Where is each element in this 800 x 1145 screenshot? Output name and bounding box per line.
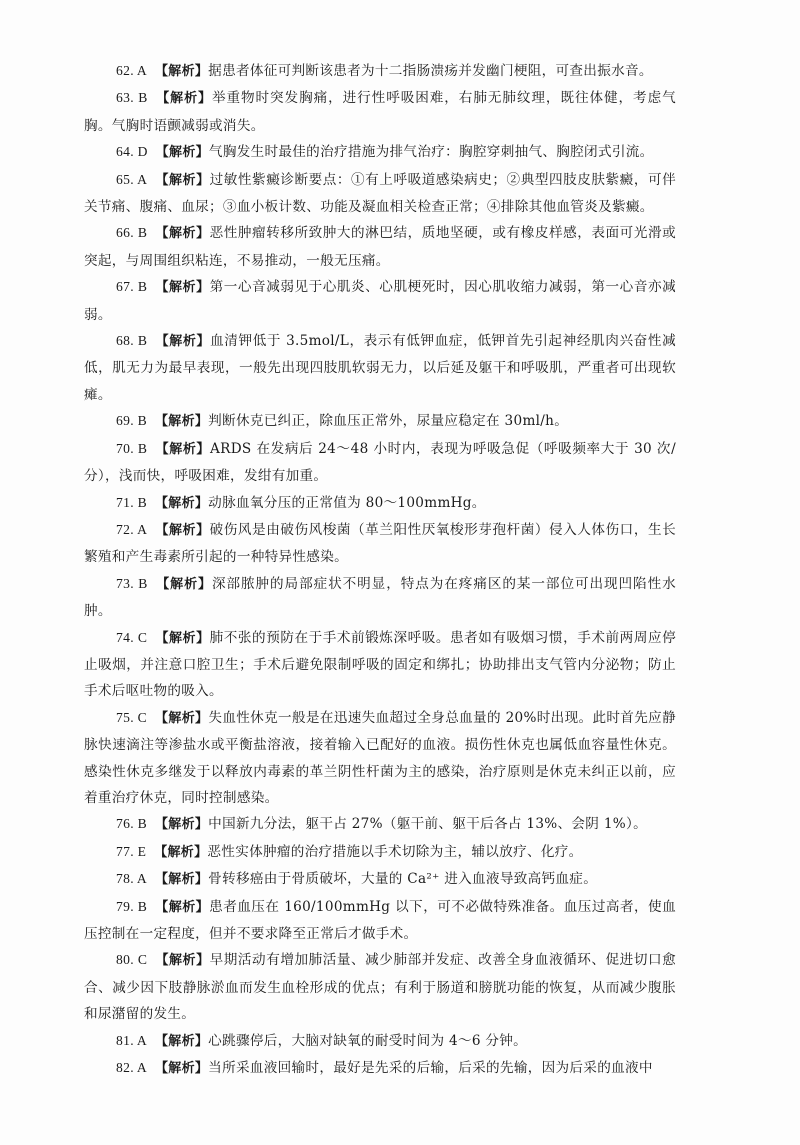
- analysis-tag: 【解析】: [155, 145, 209, 161]
- answer-number: 81. A: [116, 1032, 147, 1048]
- analysis-tag: 【解析】: [155, 630, 210, 646]
- answer-item: [84, 220, 676, 274]
- answer-text: 破伤风是由破伤风梭菌（革兰阳性厌氧梭形芽孢杆菌）侵入人体伤口，生长繁殖和产生毒素所引起的一种特异性感染。: [84, 521, 676, 566]
- answer-number: 69. B: [116, 413, 147, 429]
- answer-item: [84, 490, 676, 517]
- answer-item: [84, 139, 676, 166]
- answer-text: 动脉血氧分压的正常值为 80～100mmHg。: [208, 494, 486, 511]
- answer-text: 血清钾低于 3.5mol/L，表示有低钾血症，低钾首先引起神经肌肉兴奋性减低，肌无力为最早表现，一般先出现四肢肌软弱无力，以后延及躯干和呼吸肌，严重者可出现软瘫。: [84, 333, 676, 403]
- answer-text: 气胸发生时最佳的治疗措施为排气治疗：胸腔穿刺抽气、胸腔闭式引流。: [208, 144, 654, 161]
- answer-item: [84, 274, 676, 328]
- analysis-tag: 【解析】: [155, 334, 211, 350]
- answer-item: [84, 1055, 676, 1082]
- answer-item: [84, 571, 676, 625]
- analysis-tag: 【解析】: [155, 280, 210, 296]
- analysis-tag: 【解析】: [154, 1061, 209, 1077]
- answer-item: [84, 1028, 676, 1055]
- answer-text: 第一心音减弱见于心肌炎、心肌梗死时，因心肌收缩力减弱，第一心音亦减弱。: [84, 279, 676, 323]
- answer-item: [84, 947, 676, 1027]
- answer-number: 68. B: [116, 333, 148, 349]
- answer-item: [84, 839, 676, 866]
- analysis-tag: 【解析】: [155, 441, 211, 457]
- answer-item: [84, 517, 676, 571]
- answer-text: 深部脓肿的局部症状不明显，特点为在疼痛区的某一部位可出现凹陷性水肿。: [84, 575, 676, 620]
- answer-item: [84, 408, 676, 435]
- analysis-tag: 【解析】: [154, 495, 209, 511]
- answer-text: 中国新九分法，躯干占 27%（躯干前、躯干后各占 13%、会阴 1%）。: [208, 816, 647, 833]
- answer-number: 76. B: [116, 816, 147, 832]
- answer-item: [84, 328, 676, 408]
- answer-number: 73. B: [116, 575, 148, 591]
- analysis-tag: 【解析】: [154, 817, 209, 833]
- answer-text: 据患者体征可判断该患者为十二指肠溃疡并发幽门梗阻，可查出振水音。: [208, 63, 653, 79]
- answer-text: 恶性肿瘤转移所致肿大的淋巴结，质地坚硬，或有橡皮样感，表面可光滑或突起，与周围组织粘连，不易推动，一般无压痛。: [84, 225, 676, 269]
- answer-item: [84, 866, 676, 893]
- answer-number: 74. C: [116, 629, 148, 645]
- answer-number: 70. B: [116, 440, 148, 456]
- answer-item: [84, 625, 676, 705]
- analysis-tag: 【解析】: [155, 226, 210, 242]
- answer-text: 判断休克已纠正，除血压正常外，尿量应稳定在 30ml/h。: [208, 413, 569, 430]
- answer-explanations: [84, 58, 676, 1082]
- analysis-tag: 【解析】: [154, 414, 209, 430]
- answer-text: 恶性实体肿瘤的治疗措施以手术切除为主，辅以放疗、化疗。: [207, 843, 583, 860]
- answer-item: [84, 811, 676, 838]
- answer-number: 71. B: [116, 494, 147, 510]
- answer-item: [84, 705, 676, 812]
- answer-number: 62. A: [116, 63, 147, 78]
- answer-text: 过敏性紫癜诊断要点：①有上呼吸道感染病史；②典型四肢皮肤紫癜，可伴关节痛、腹痛、血尿；③血小板计数、功能及凝血相关检查正常；④排除其他血管炎及紫癜。: [84, 171, 676, 216]
- answer-text: 骨转移癌由于骨质破坏，大量的 Ca²⁺ 进入血液导致高钙血症。: [208, 871, 598, 888]
- answer-text: 早期活动有增加肺活量、减少肺部并发症、改善全身血液循环、促进切口愈合、减少因下肢静脉淤血而发生血栓形成的优点；有利于肠道和膀胱功能的恢复，从而减少腹胀和尿潴留的发生。: [84, 952, 676, 1023]
- analysis-tag: 【解析】: [154, 872, 209, 888]
- analysis-tag: 【解析】: [155, 576, 212, 592]
- answer-text: 心跳骤停后，大脑对缺氧的耐受时间为 4～6 分钟。: [208, 1032, 528, 1049]
- answer-number: 63. B: [116, 90, 148, 106]
- answer-item: [84, 58, 676, 85]
- answer-number: 80. C: [116, 952, 148, 968]
- analysis-tag: 【解析】: [155, 91, 212, 107]
- answer-number: 77. E: [116, 843, 147, 859]
- answer-number: 79. B: [116, 898, 148, 914]
- analysis-tag: 【解析】: [155, 172, 210, 188]
- answer-number: 75. C: [116, 709, 147, 725]
- answer-text: 举重物时突发胸痛，进行性呼吸困难，右肺无肺纹理，既往体健，考虑气胸。气胸时语颤减弱或消失。: [84, 90, 676, 134]
- analysis-tag: 【解析】: [154, 844, 208, 860]
- answer-number: 78. A: [116, 871, 147, 887]
- analysis-tag: 【解析】: [155, 710, 209, 726]
- answer-number: 66. B: [116, 225, 148, 241]
- answer-item: [84, 894, 676, 948]
- analysis-tag: 【解析】: [154, 64, 209, 79]
- answer-text: 肺不张的预防在于手术前锻炼深呼吸。患者如有吸烟习惯，手术前两周应停止吸烟，并注意口腔卫生；手术后避免限制呼吸的固定和绑扎；协助排出支气管内分泌物；防止手术后呕吐物的吸入。: [84, 629, 676, 700]
- answer-number: 65. A: [116, 171, 148, 187]
- answer-text: 失血性休克一般是在迅速失血超过全身总血量的 20%时出现。此时首先应静脉快速滴注等渗盐水或平衡盐溶液，接着输入已配好的血液。损伤性休克也属低血容量性休克。感染性休克多继发于以释放内毒素的革兰阴性杆菌为主的感染，治疗原则是休克未纠正以前，应着重治疗休克，同时控制感染。: [84, 709, 676, 806]
- answer-text: 患者血压在 160/100mmHg 以下，可不必做特殊准备。血压过高者，使血压控制在一定程度，但并不要求降至正常后才做手术。: [84, 898, 676, 942]
- answer-text: 当所采血液回输时，最好是先采的后输，后采的先输，因为后采的血液中: [208, 1060, 653, 1077]
- answer-item: [84, 85, 676, 139]
- answer-number: 72. A: [116, 521, 148, 537]
- answer-item: [84, 436, 676, 490]
- answer-number: 64. D: [116, 144, 148, 160]
- analysis-tag: 【解析】: [154, 1033, 209, 1049]
- analysis-tag: 【解析】: [155, 522, 210, 538]
- answer-item: [84, 167, 676, 221]
- answer-number: 67. B: [116, 279, 148, 295]
- analysis-tag: 【解析】: [155, 953, 210, 969]
- analysis-tag: 【解析】: [155, 899, 210, 915]
- answer-number: 82. A: [116, 1060, 147, 1076]
- answer-text: ARDS 在发病后 24～48 小时内，表现为呼吸急促（呼吸频率大于 30 次/分），浅而快，呼吸困难，发绀有加重。: [84, 440, 676, 485]
